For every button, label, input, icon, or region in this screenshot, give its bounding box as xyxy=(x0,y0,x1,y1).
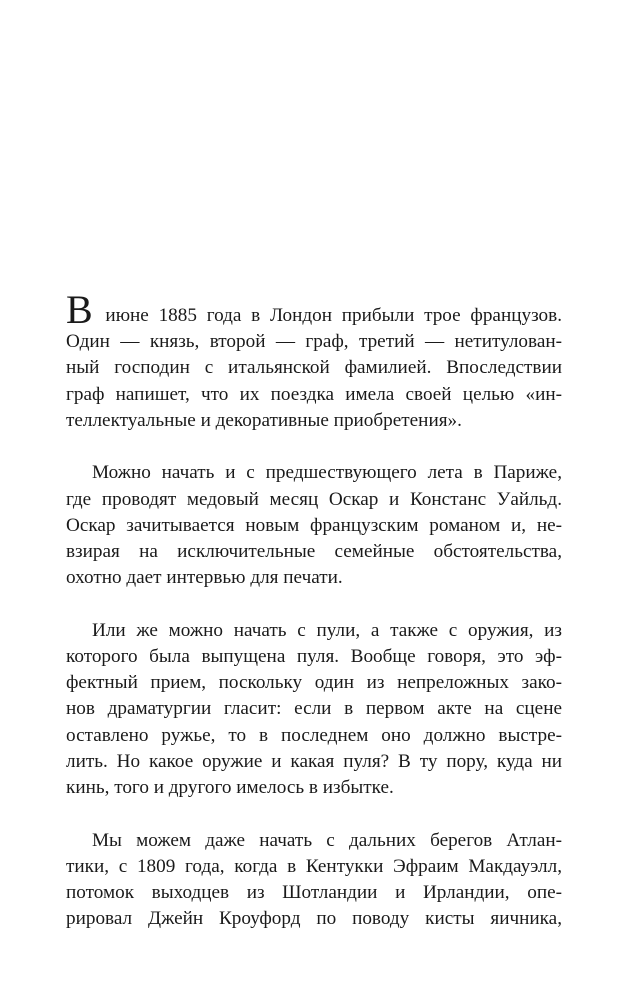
text-line: граф напишет, что их поездка имела своей целью «ин- xyxy=(66,383,562,405)
text-line-content: июне 1885 года в Лондон прибыли трое французов. xyxy=(95,305,562,326)
text-line: Или же можно начать с пули, а также с оружия, из xyxy=(92,619,562,641)
paragraph-2 xyxy=(66,460,562,591)
text-line: лить. Но какое оружие и какая пуля? В ту пору, куда ни xyxy=(66,750,562,772)
text-line: тики, с 1809 года, когда в Кентукки Эфраим Макдауэлл, xyxy=(66,855,562,877)
text-line: потомок выходцев из Шотландии и Ирландии, опе- xyxy=(66,882,562,904)
body-text xyxy=(66,287,562,932)
paragraph-3 xyxy=(66,618,562,801)
text-line: Можно начать и с предшествующего лета в Париже, xyxy=(92,462,562,484)
paragraph-4 xyxy=(66,828,562,933)
text-line: взирая на исключительные семейные обстоятельства, xyxy=(66,541,562,563)
text-line: оставлено ружье, то в последнем оно должно выстре- xyxy=(66,724,562,746)
paragraph-1 xyxy=(66,287,562,434)
text-line: теллектуальные и декоративные приобретения». xyxy=(66,409,462,431)
text-line: охотно дает интервью для печати. xyxy=(66,567,343,589)
text-line: нов драматургии гласит: если в первом акте на сцене xyxy=(66,698,562,720)
text-line: ный господин с итальянской фамилией. Впоследствии xyxy=(66,357,562,379)
text-line: Оскар зачитывается новым французским романом и, не- xyxy=(66,514,562,536)
text-line: Один — князь, второй — граф, третий — нетитулован- xyxy=(66,331,562,353)
text-line: рировал Джейн Кроуфорд по поводу кисты яичника, xyxy=(66,908,562,930)
text-line: Мы можем даже начать с дальних берегов Атлан- xyxy=(92,829,562,851)
text-line: кинь, того и другого имелось в избытке. xyxy=(66,777,394,799)
drop-cap: В xyxy=(66,287,93,332)
text-line: где проводят медовый месяц Оскар и Констанс Уайльд. xyxy=(66,488,562,510)
text-line: которого была выпущена пуля. Вообще говоря, это эф- xyxy=(66,646,562,668)
text-line: фектный прием, поскольку один из непреложных зако- xyxy=(66,672,562,694)
text-line xyxy=(66,287,562,332)
